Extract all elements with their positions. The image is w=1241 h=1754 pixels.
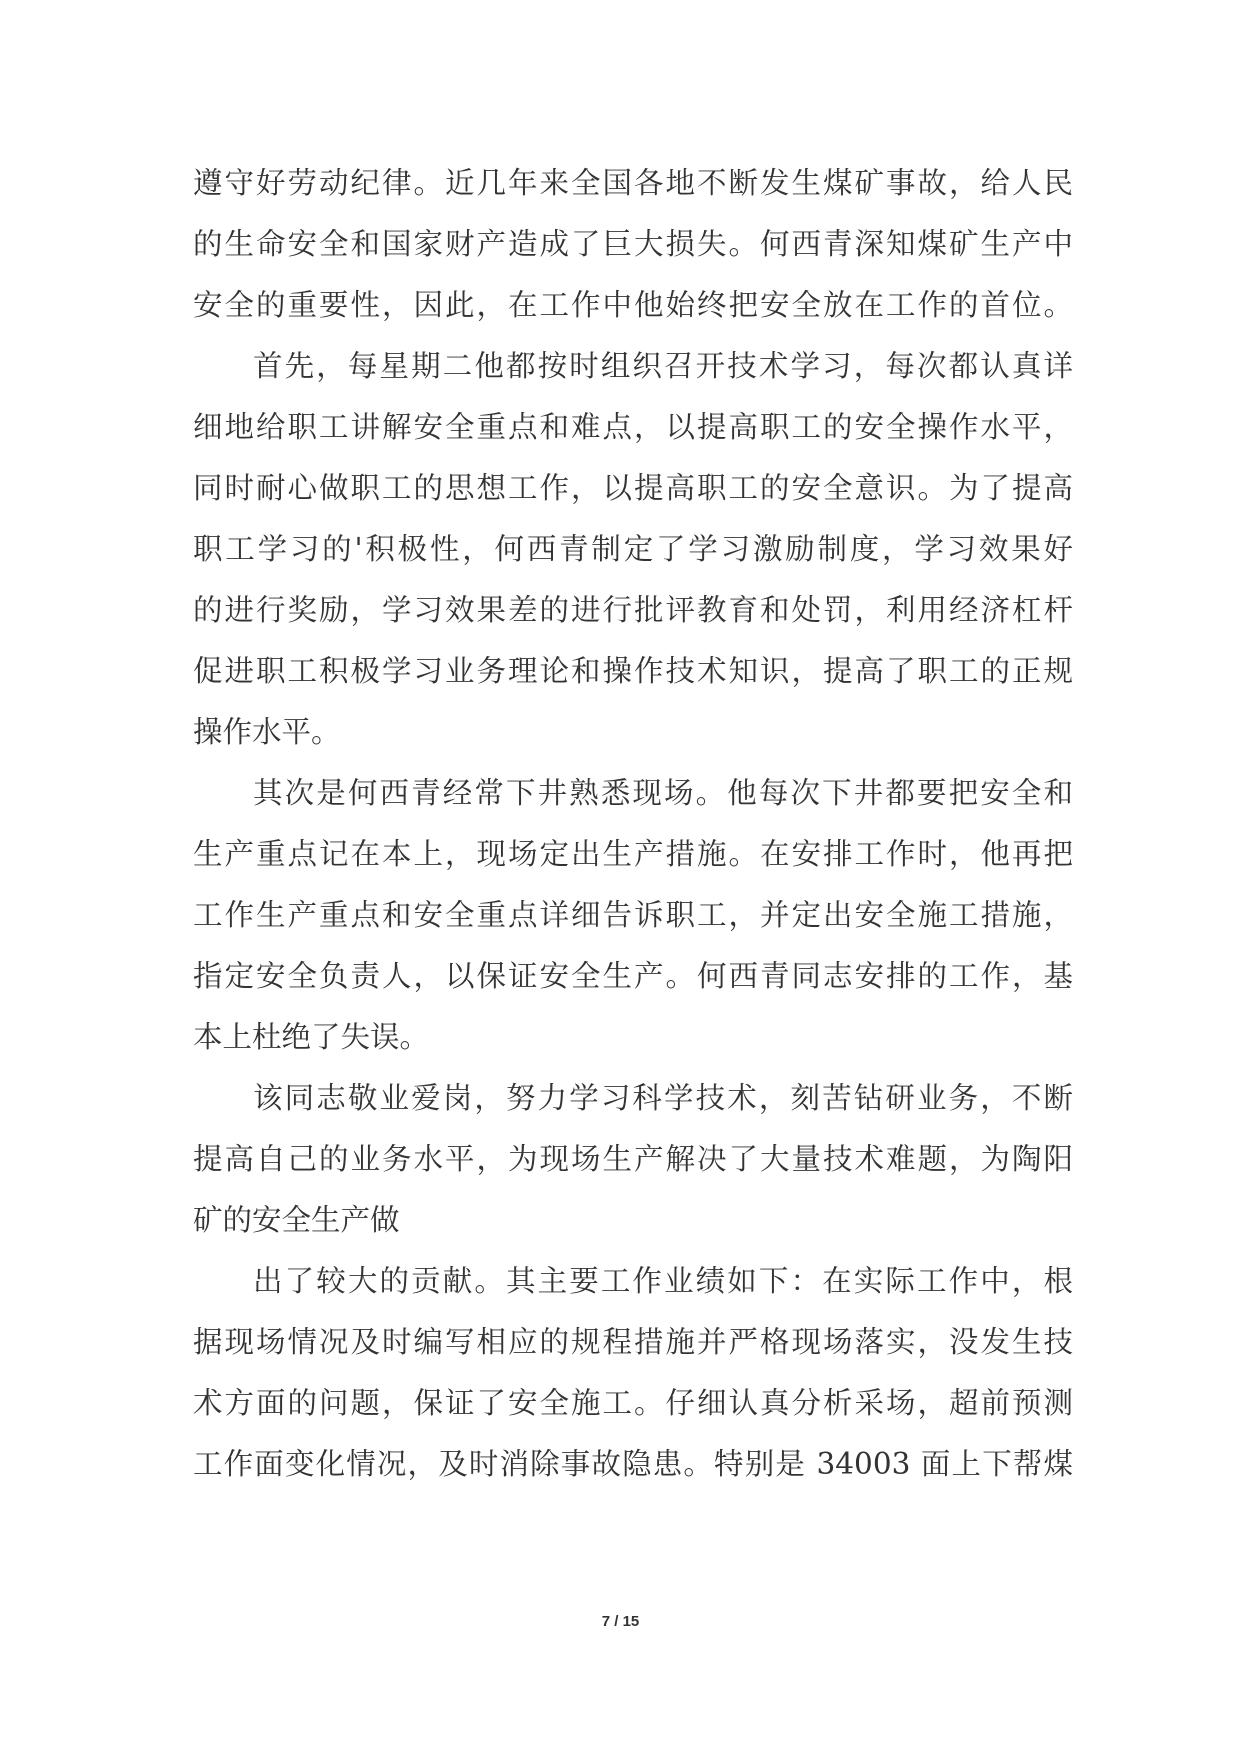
paragraph [193, 763, 1073, 1068]
text-line: 的进行奖励，学习效果差的进行批评教育和处罚，利用经济杠杆 [193, 593, 1073, 627]
text-line: 促进职工积极学习业务理论和操作技术知识，提高了职工的正规 [193, 654, 1073, 688]
text-line: 提高自己的业务水平，为现场生产解决了大量技术难题，为陶阳 [193, 1142, 1073, 1176]
text-line: 同时耐心做职工的思想工作，以提高职工的安全意识。为了提高 [193, 471, 1073, 505]
text-line: 出了较大的贡献。其主要工作业绩如下：在实际工作中，根 [253, 1264, 1073, 1298]
text-line: 工作生产重点和安全重点详细告诉职工，并定出安全施工措施， [193, 898, 1073, 932]
text-line: 该同志敬业爱岗，努力学习科学技术，刻苦钻研业务，不断 [253, 1081, 1073, 1115]
text-line: 操作水平。 [193, 715, 341, 749]
body-text [193, 153, 1073, 1495]
text-line: 细地给职工讲解安全重点和难点，以提高职工的安全操作水平， [193, 410, 1073, 444]
text-line: 术方面的问题，保证了安全施工。仔细认真分析采场，超前预测 [193, 1386, 1073, 1420]
text-line: 据现场情况及时编写相应的规程措施并严格现场落实，没发生技 [193, 1325, 1073, 1359]
text-line: 其次是何西青经常下井熟悉现场。他每次下井都要把安全和 [253, 776, 1073, 810]
text-line: 矿的安全生产做 [193, 1203, 400, 1237]
text-line: 本上杜绝了失误。 [193, 1020, 430, 1054]
paragraph [193, 1068, 1073, 1251]
text-line: 指定安全负责人，以保证安全生产。何西青同志安排的工作，基 [193, 959, 1073, 993]
paragraph [193, 336, 1073, 763]
text-line: 的生命安全和国家财产造成了巨大损失。何西青深知煤矿生产中 [193, 227, 1073, 261]
text-line: 遵守好劳动纪律。近几年来全国各地不断发生煤矿事故，给人民 [193, 166, 1073, 200]
text-line: 工作面变化情况，及时消除事故隐患。特别是 34003 面上下帮煤 [193, 1447, 1073, 1481]
text-line: 生产重点记在本上，现场定出生产措施。在安排工作时，他再把 [193, 837, 1073, 871]
paragraph [193, 153, 1073, 336]
text-line: 职工学习的'积极性，何西青制定了学习激励制度，学习效果好 [193, 532, 1073, 566]
text-line: 首先，每星期二他都按时组织召开技术学习，每次都认真详 [253, 349, 1073, 383]
text-line: 安全的重要性，因此，在工作中他始终把安全放在工作的首位。 [193, 288, 1073, 322]
paragraph [193, 1251, 1073, 1495]
page-number: 7 / 15 [601, 1613, 640, 1630]
